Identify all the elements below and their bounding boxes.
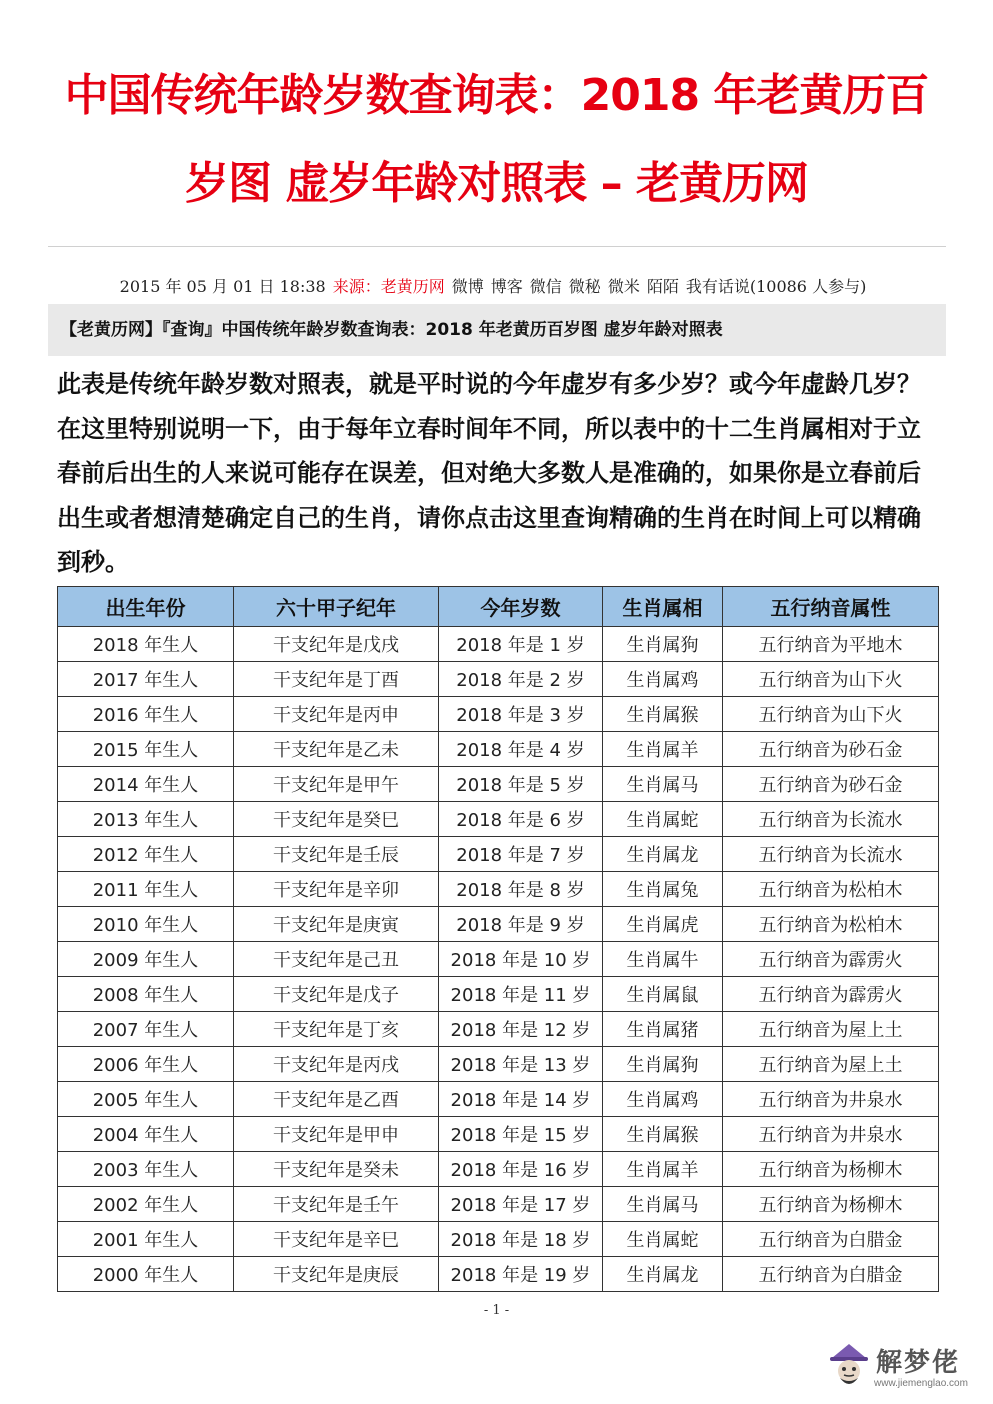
watermark-url: www.jiemenglao.com xyxy=(874,1378,968,1389)
cell-age: 2018 年是 15 岁 xyxy=(439,1117,603,1152)
cell-ganzhi: 干支纪年是癸未 xyxy=(234,1152,439,1187)
table-row xyxy=(58,1257,939,1292)
cell-wuxing: 五行纳音为杨柳木 xyxy=(723,1187,939,1222)
cell-ganzhi: 干支纪年是甲申 xyxy=(234,1117,439,1152)
cell-wuxing: 五行纳音为屋上土 xyxy=(723,1012,939,1047)
cell-birth-year: 2003 年生人 xyxy=(58,1152,234,1187)
cell-ganzhi: 干支纪年是丙申 xyxy=(234,697,439,732)
table-row xyxy=(58,1187,939,1222)
table-row xyxy=(58,907,939,942)
cell-ganzhi: 干支纪年是丁亥 xyxy=(234,1012,439,1047)
table-row xyxy=(58,872,939,907)
cell-age: 2018 年是 1 岁 xyxy=(439,627,603,662)
cell-wuxing: 五行纳音为平地木 xyxy=(723,627,939,662)
share-weimi[interactable]: 微秘 xyxy=(568,277,601,296)
cell-ganzhi: 干支纪年是戊子 xyxy=(234,977,439,1012)
table-row xyxy=(58,837,939,872)
cell-age: 2018 年是 8 岁 xyxy=(439,872,603,907)
cell-birth-year: 2011 年生人 xyxy=(58,872,234,907)
cell-age: 2018 年是 5 岁 xyxy=(439,767,603,802)
table-header-row xyxy=(58,587,939,627)
table-row xyxy=(58,1012,939,1047)
cell-age: 2018 年是 4 岁 xyxy=(439,732,603,767)
page-number: - 1 - xyxy=(483,1303,510,1318)
cell-zodiac: 生肖属马 xyxy=(603,767,723,802)
header-ganzhi: 六十甲子纪年 xyxy=(234,587,439,627)
table-row xyxy=(58,1082,939,1117)
table-row xyxy=(58,627,939,662)
cell-birth-year: 2018 年生人 xyxy=(58,627,234,662)
cell-age: 2018 年是 19 岁 xyxy=(439,1257,603,1292)
cell-birth-year: 2017 年生人 xyxy=(58,662,234,697)
cell-wuxing: 五行纳音为松柏木 xyxy=(723,872,939,907)
cell-ganzhi: 干支纪年是己丑 xyxy=(234,942,439,977)
table-row xyxy=(58,1152,939,1187)
cell-wuxing: 五行纳音为砂石金 xyxy=(723,767,939,802)
cell-zodiac: 生肖属鸡 xyxy=(603,1082,723,1117)
cell-birth-year: 2008 年生人 xyxy=(58,977,234,1012)
cell-birth-year: 2010 年生人 xyxy=(58,907,234,942)
cell-age: 2018 年是 12 岁 xyxy=(439,1012,603,1047)
source-link[interactable]: 来源：老黄历网 xyxy=(332,277,445,296)
cell-birth-year: 2002 年生人 xyxy=(58,1187,234,1222)
cell-birth-year: 2005 年生人 xyxy=(58,1082,234,1117)
page-title: 中国传统年龄岁数查询表：2018 年老黄历百岁图 虚岁年龄对照表 – 老黄历网 xyxy=(64,70,929,209)
cell-wuxing: 五行纳音为白腊金 xyxy=(723,1257,939,1292)
cell-ganzhi: 干支纪年是庚寅 xyxy=(234,907,439,942)
comment-link[interactable]: 我有话说(10086 人参与) xyxy=(685,277,867,296)
share-momo[interactable]: 陌陌 xyxy=(646,277,679,296)
cell-zodiac: 生肖属鸡 xyxy=(603,662,723,697)
cell-age: 2018 年是 3 岁 xyxy=(439,697,603,732)
cell-wuxing: 五行纳音为井泉水 xyxy=(723,1082,939,1117)
table-row xyxy=(58,942,939,977)
cell-birth-year: 2014 年生人 xyxy=(58,767,234,802)
cell-birth-year: 2009 年生人 xyxy=(58,942,234,977)
cell-age: 2018 年是 13 岁 xyxy=(439,1047,603,1082)
cell-wuxing: 五行纳音为井泉水 xyxy=(723,1117,939,1152)
cell-birth-year: 2006 年生人 xyxy=(58,1047,234,1082)
cell-birth-year: 2013 年生人 xyxy=(58,802,234,837)
cell-age: 2018 年是 17 岁 xyxy=(439,1187,603,1222)
share-wechat[interactable]: 微信 xyxy=(529,277,562,296)
table-row xyxy=(58,1222,939,1257)
header-zodiac: 生肖属相 xyxy=(603,587,723,627)
cell-wuxing: 五行纳音为霹雳火 xyxy=(723,942,939,977)
table-row xyxy=(58,767,939,802)
fortune-teller-logo-icon xyxy=(826,1338,872,1396)
cell-wuxing: 五行纳音为屋上土 xyxy=(723,1047,939,1082)
cell-zodiac: 生肖属猪 xyxy=(603,1012,723,1047)
share-weimi2[interactable]: 微米 xyxy=(607,277,640,296)
cell-wuxing: 五行纳音为山下火 xyxy=(723,662,939,697)
header-age: 今年岁数 xyxy=(439,587,603,627)
table-row xyxy=(58,977,939,1012)
cell-age: 2018 年是 7 岁 xyxy=(439,837,603,872)
cell-zodiac: 生肖属狗 xyxy=(603,1047,723,1082)
header-wuxing: 五行纳音属性 xyxy=(723,587,939,627)
cell-zodiac: 生肖属牛 xyxy=(603,942,723,977)
cell-ganzhi: 干支纪年是丙戌 xyxy=(234,1047,439,1082)
cell-ganzhi: 干支纪年是甲午 xyxy=(234,767,439,802)
cell-zodiac: 生肖属狗 xyxy=(603,627,723,662)
cell-wuxing: 五行纳音为松柏木 xyxy=(723,907,939,942)
article-body: 此表是传统年龄岁数对照表，就是平时说的今年虚岁有多少岁？或今年虚龄几岁？在这里特别说明一下，由于每年立春时间年不同，所以表中的十二生肖属相对于立春前后出生的人来说可能存在误差，但对绝大多数人是准确的，如果你是立春前后出生或者想清楚确定自己的生肖，请你点击这里查询精确的生肖在时间上可以精确到秒。 xyxy=(57,370,921,576)
cell-zodiac: 生肖属鼠 xyxy=(603,977,723,1012)
watermark-name: 解梦佬 xyxy=(876,1348,961,1378)
cell-age: 2018 年是 2 岁 xyxy=(439,662,603,697)
cell-zodiac: 生肖属兔 xyxy=(603,872,723,907)
table-row xyxy=(58,732,939,767)
cell-ganzhi: 干支纪年是辛巳 xyxy=(234,1222,439,1257)
table-row xyxy=(58,1047,939,1082)
watermark xyxy=(826,1338,986,1396)
cell-birth-year: 2007 年生人 xyxy=(58,1012,234,1047)
cell-zodiac: 生肖属猴 xyxy=(603,1117,723,1152)
cell-birth-year: 2004 年生人 xyxy=(58,1117,234,1152)
cell-zodiac: 生肖属猴 xyxy=(603,697,723,732)
cell-zodiac: 生肖属蛇 xyxy=(603,802,723,837)
share-blog[interactable]: 博客 xyxy=(490,277,523,296)
cell-wuxing: 五行纳音为山下火 xyxy=(723,697,939,732)
cell-wuxing: 五行纳音为长流水 xyxy=(723,837,939,872)
cell-zodiac: 生肖属蛇 xyxy=(603,1222,723,1257)
cell-ganzhi: 干支纪年是丁酉 xyxy=(234,662,439,697)
cell-wuxing: 五行纳音为长流水 xyxy=(723,802,939,837)
cell-birth-year: 2012 年生人 xyxy=(58,837,234,872)
cell-ganzhi: 干支纪年是辛卯 xyxy=(234,872,439,907)
article-summary: 【老黄历网】『查询』中国传统年龄岁数查询表：2018 年老黄历百岁图 虚岁年龄对照表 xyxy=(48,304,946,356)
cell-zodiac: 生肖属龙 xyxy=(603,1257,723,1292)
cell-zodiac: 生肖属龙 xyxy=(603,837,723,872)
cell-birth-year: 2016 年生人 xyxy=(58,697,234,732)
table-row xyxy=(58,697,939,732)
cell-wuxing: 五行纳音为杨柳木 xyxy=(723,1152,939,1187)
share-weibo[interactable]: 微博 xyxy=(451,277,484,296)
cell-age: 2018 年是 9 岁 xyxy=(439,907,603,942)
table-row xyxy=(58,1117,939,1152)
cell-ganzhi: 干支纪年是乙酉 xyxy=(234,1082,439,1117)
title-divider xyxy=(48,246,946,247)
table-row xyxy=(58,802,939,837)
cell-wuxing: 五行纳音为霹雳火 xyxy=(723,977,939,1012)
cell-ganzhi: 干支纪年是癸巳 xyxy=(234,802,439,837)
cell-age: 2018 年是 6 岁 xyxy=(439,802,603,837)
cell-ganzhi: 干支纪年是庚辰 xyxy=(234,1257,439,1292)
cell-birth-year: 2000 年生人 xyxy=(58,1257,234,1292)
cell-birth-year: 2001 年生人 xyxy=(58,1222,234,1257)
cell-ganzhi: 干支纪年是壬辰 xyxy=(234,837,439,872)
cell-ganzhi: 干支纪年是戊戌 xyxy=(234,627,439,662)
cell-age: 2018 年是 16 岁 xyxy=(439,1152,603,1187)
cell-wuxing: 五行纳音为砂石金 xyxy=(723,732,939,767)
cell-zodiac: 生肖属羊 xyxy=(603,1152,723,1187)
cell-age: 2018 年是 10 岁 xyxy=(439,942,603,977)
cell-wuxing: 五行纳音为白腊金 xyxy=(723,1222,939,1257)
header-birth-year: 出生年份 xyxy=(58,587,234,627)
cell-ganzhi: 干支纪年是乙未 xyxy=(234,732,439,767)
cell-age: 2018 年是 11 岁 xyxy=(439,977,603,1012)
cell-ganzhi: 干支纪年是壬午 xyxy=(234,1187,439,1222)
cell-zodiac: 生肖属羊 xyxy=(603,732,723,767)
cell-zodiac: 生肖属虎 xyxy=(603,907,723,942)
cell-age: 2018 年是 14 岁 xyxy=(439,1082,603,1117)
age-table xyxy=(57,586,939,1292)
publish-date: 2015 年 05 月 01 日 18:38 xyxy=(119,277,326,296)
cell-age: 2018 年是 18 岁 xyxy=(439,1222,603,1257)
cell-birth-year: 2015 年生人 xyxy=(58,732,234,767)
table-row xyxy=(58,662,939,697)
article-meta xyxy=(48,274,945,297)
cell-zodiac: 生肖属马 xyxy=(603,1187,723,1222)
